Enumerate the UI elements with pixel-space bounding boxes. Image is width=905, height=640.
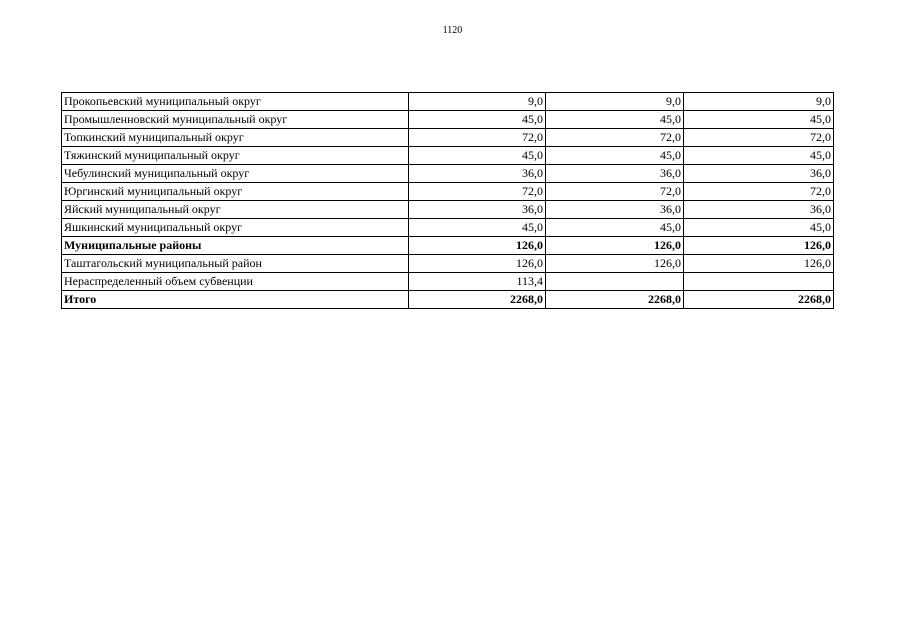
- value-cell-2: 9,0: [546, 93, 684, 111]
- value-cell-1: 45,0: [409, 111, 546, 129]
- row-name-cell: Тяжинский муниципальный округ: [62, 147, 409, 165]
- table-row: [62, 219, 834, 237]
- value-cell-2: 45,0: [546, 219, 684, 237]
- value-cell-1: 72,0: [409, 183, 546, 201]
- row-name-cell: Прокопьевский муниципальный округ: [62, 93, 409, 111]
- value-cell-1: 126,0: [409, 255, 546, 273]
- value-cell-1: 45,0: [409, 219, 546, 237]
- row-name-cell: Муниципальные районы: [62, 237, 409, 255]
- value-cell-3: [684, 273, 834, 291]
- value-cell-1: 36,0: [409, 201, 546, 219]
- value-cell-3: 9,0: [684, 93, 834, 111]
- row-name-cell: Топкинский муниципальный округ: [62, 129, 409, 147]
- value-cell-2: 36,0: [546, 201, 684, 219]
- table-row: [62, 147, 834, 165]
- value-cell-2: 36,0: [546, 165, 684, 183]
- row-name-cell: Нераспределенный объем субвенции: [62, 273, 409, 291]
- table-row: [62, 255, 834, 273]
- row-name-cell: Юргинский муниципальный округ: [62, 183, 409, 201]
- row-name-cell: Чебулинский муниципальный округ: [62, 165, 409, 183]
- row-name-cell: Итого: [62, 291, 409, 309]
- row-name-cell: Яйский муниципальный округ: [62, 201, 409, 219]
- value-cell-3: 2268,0: [684, 291, 834, 309]
- row-name-cell: Промышленновский муниципальный округ: [62, 111, 409, 129]
- value-cell-1: 9,0: [409, 93, 546, 111]
- value-cell-1: 126,0: [409, 237, 546, 255]
- value-cell-1: 72,0: [409, 129, 546, 147]
- table-row-total: [62, 237, 834, 255]
- value-cell-2: 72,0: [546, 129, 684, 147]
- value-cell-3: 45,0: [684, 111, 834, 129]
- value-cell-2: 2268,0: [546, 291, 684, 309]
- value-cell-3: 36,0: [684, 165, 834, 183]
- table-row: [62, 129, 834, 147]
- value-cell-2: 45,0: [546, 111, 684, 129]
- value-cell-1: 2268,0: [409, 291, 546, 309]
- table-row: [62, 165, 834, 183]
- page-number: 1120: [442, 25, 463, 36]
- table-row: [62, 273, 834, 291]
- table-row: [62, 93, 834, 111]
- subvention-table: [61, 92, 834, 309]
- value-cell-3: 36,0: [684, 201, 834, 219]
- value-cell-1: 45,0: [409, 147, 546, 165]
- row-name-cell: Яшкинский муниципальный округ: [62, 219, 409, 237]
- value-cell-3: 45,0: [684, 147, 834, 165]
- row-name-cell: Таштагольский муниципальный район: [62, 255, 409, 273]
- value-cell-2: 126,0: [546, 255, 684, 273]
- value-cell-2: 45,0: [546, 147, 684, 165]
- table-row-total: [62, 291, 834, 309]
- value-cell-1: 113,4: [409, 273, 546, 291]
- value-cell-3: 72,0: [684, 129, 834, 147]
- table-row: [62, 111, 834, 129]
- value-cell-2: 126,0: [546, 237, 684, 255]
- value-cell-3: 45,0: [684, 219, 834, 237]
- value-cell-3: 126,0: [684, 255, 834, 273]
- table-row: [62, 201, 834, 219]
- table-row: [62, 183, 834, 201]
- table-body: [62, 93, 834, 309]
- value-cell-3: 72,0: [684, 183, 834, 201]
- value-cell-2: [546, 273, 684, 291]
- value-cell-3: 126,0: [684, 237, 834, 255]
- value-cell-2: 72,0: [546, 183, 684, 201]
- value-cell-1: 36,0: [409, 165, 546, 183]
